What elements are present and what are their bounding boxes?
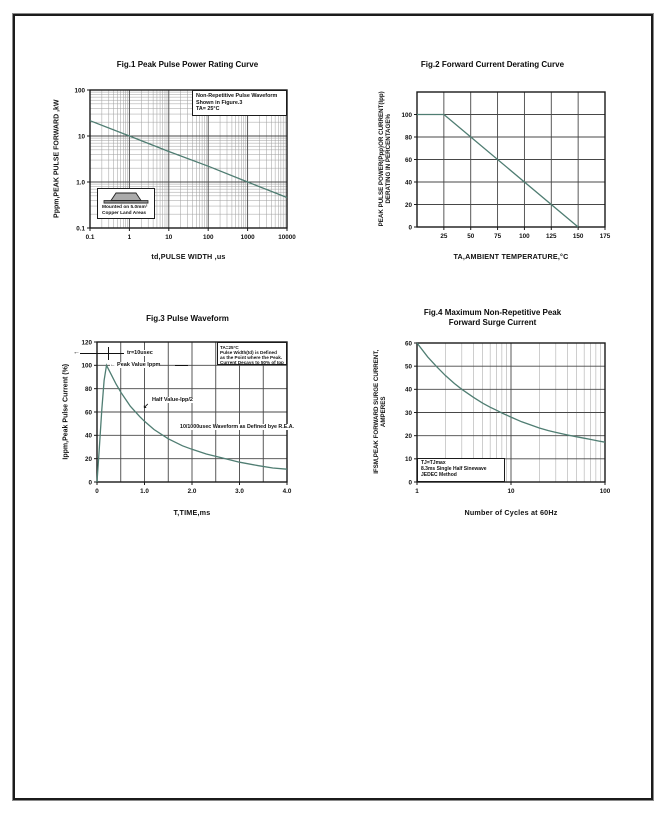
- svg-text:30: 30: [404, 409, 412, 417]
- svg-text:1000: 1000: [240, 234, 255, 241]
- svg-text:40: 40: [404, 386, 412, 394]
- fig2-y-axis-label-line1: PEAK PULSE POWER(Ppp)OR CURRENT(Ipp): [378, 91, 386, 227]
- fig3-note-line: Pulse Width(td) is Defined: [220, 349, 277, 355]
- svg-text:2.0: 2.0: [187, 488, 197, 495]
- peak-value-label: [110, 362, 160, 368]
- fig1-note-line: Non-Repetitive Pulse Waveform: [196, 93, 278, 99]
- svg-text:0: 0: [95, 488, 99, 495]
- smd-package-icon: [102, 191, 150, 204]
- left-arrow-icon: ←: [73, 349, 80, 356]
- svg-text:1.0: 1.0: [140, 488, 149, 495]
- fig2-chart-canvas: [345, 52, 640, 262]
- svg-text:1.0: 1.0: [76, 179, 85, 187]
- svg-text:50: 50: [467, 233, 475, 240]
- rise-time-measure-line: [80, 353, 124, 354]
- svg-text:100: 100: [74, 87, 85, 95]
- fig4-y-axis-label-line1: IFSM,PEAK FORWARD SURGE CURRENT,: [373, 349, 381, 474]
- svg-text:4.0: 4.0: [282, 488, 292, 495]
- left-arrow-icon: ←: [110, 362, 116, 368]
- fig2-y-axis-label-line2: DERATING IN PERCENTAGE%: [385, 114, 392, 204]
- fig3-pulse-waveform-figure: [40, 298, 335, 533]
- fig2-x-axis-label: TA,AMBIENT TEMPERATURE,°C: [453, 252, 569, 261]
- fig3-conditions-note: [217, 342, 287, 365]
- fig3-title: Fig.3 Pulse Waveform: [146, 314, 229, 323]
- svg-text:10: 10: [77, 133, 85, 141]
- svg-text:0: 0: [88, 479, 92, 487]
- svg-text:60: 60: [404, 156, 412, 164]
- svg-text:40: 40: [404, 179, 412, 187]
- fig2-derating-figure: [345, 52, 640, 282]
- fig3-note-line: as the Point where the Peak.: [220, 354, 283, 360]
- svg-text:20: 20: [404, 432, 412, 440]
- fig4-y-axis-label-line2: AMPERES: [380, 396, 387, 428]
- svg-text:120: 120: [81, 339, 92, 347]
- svg-text:80: 80: [404, 134, 412, 142]
- svg-text:0.1: 0.1: [76, 225, 85, 233]
- svg-text:150: 150: [572, 233, 584, 240]
- svg-text:3.0: 3.0: [235, 488, 244, 495]
- fig3-x-axis-label: T,TIME,ms: [173, 508, 211, 517]
- waveform-definition-label: 10/1000usec Waveform as Defined bye R.E.A.: [180, 424, 295, 430]
- svg-text:0: 0: [408, 224, 412, 232]
- svg-text:0.1: 0.1: [85, 234, 95, 241]
- fig4-note-line: JEDEC Method: [421, 471, 457, 478]
- svg-text:100: 100: [202, 234, 214, 241]
- fig1-title: Fig.1 Peak Pulse Power Rating Curve: [116, 60, 259, 69]
- half-value-label: Half Value-Ipp/2: [152, 397, 193, 403]
- fig3-note-line: Current Decays to 50% of Ipp: [220, 360, 284, 366]
- fig3-y-axis-label: Ippm,Peak Pulse Current (%): [62, 363, 70, 460]
- svg-text:100: 100: [401, 111, 412, 119]
- fig1-note-line: Shown in Figure.3: [196, 99, 243, 106]
- svg-text:75: 75: [494, 233, 502, 240]
- fig4-surge-current-figure: [345, 298, 640, 533]
- svg-text:1: 1: [127, 234, 132, 241]
- svg-text:0: 0: [408, 479, 412, 487]
- svg-text:175: 175: [599, 233, 611, 240]
- svg-text:125: 125: [546, 233, 557, 240]
- fig1-chart-canvas: [40, 52, 335, 262]
- fig1-note-line: TA= 25°C: [196, 106, 220, 113]
- svg-text:60: 60: [404, 340, 412, 348]
- fig1-peak-pulse-power-figure: [40, 52, 335, 282]
- fig4-title-line1: Fig.4 Maximum Non-Repetitive Peak: [423, 308, 562, 317]
- svg-text:100: 100: [81, 362, 92, 370]
- svg-text:80: 80: [84, 385, 92, 393]
- svg-text:40: 40: [84, 432, 92, 440]
- svg-text:100: 100: [519, 233, 530, 240]
- svg-text:25: 25: [440, 233, 448, 240]
- peak-value-text: Peak Value Ippm: [117, 362, 161, 368]
- fig4-conditions-note: [417, 458, 505, 482]
- fig4-note-line: 8.3ms Single Half Sinewave: [421, 465, 487, 472]
- svg-text:10: 10: [507, 488, 515, 495]
- fig4-x-axis-label: Number of Cycles at 60Hz: [464, 508, 558, 517]
- fig1-package-inset: [97, 188, 155, 219]
- peak-value-dash: [175, 365, 188, 366]
- rise-time-label: tr=10usec: [127, 350, 153, 356]
- svg-text:1: 1: [415, 488, 419, 495]
- fig3-note-line: TA=25°C: [220, 344, 239, 350]
- fig3-chart-canvas: [40, 298, 335, 508]
- svg-text:10: 10: [165, 234, 173, 241]
- svg-text:10: 10: [404, 456, 412, 464]
- fig1-y-axis-label: Pppm,PEAK PULSE FORWARD ,kW: [53, 99, 61, 218]
- fig1-conditions-note: [192, 90, 287, 116]
- svg-text:20: 20: [84, 455, 92, 463]
- fig4-title-line2: Forward Surge Current: [448, 318, 537, 327]
- fig4-note-line: TJ=TJmax: [421, 460, 446, 466]
- fig1-inset-line: Mounted on 5.0mm²: [102, 205, 148, 210]
- svg-text:10000: 10000: [278, 234, 296, 241]
- svg-text:50: 50: [404, 363, 412, 371]
- svg-text:60: 60: [84, 409, 92, 417]
- fig1-x-axis-label: td,PULSE WIDTH ,us: [151, 252, 226, 261]
- fig2-title: Fig.2 Forward Current Derating Curve: [420, 60, 565, 69]
- down-left-arrow-icon: ↙: [143, 403, 149, 410]
- svg-text:100: 100: [599, 488, 611, 495]
- svg-text:20: 20: [404, 201, 412, 209]
- fig1-inset-line: Copper Land Areas: [102, 210, 147, 216]
